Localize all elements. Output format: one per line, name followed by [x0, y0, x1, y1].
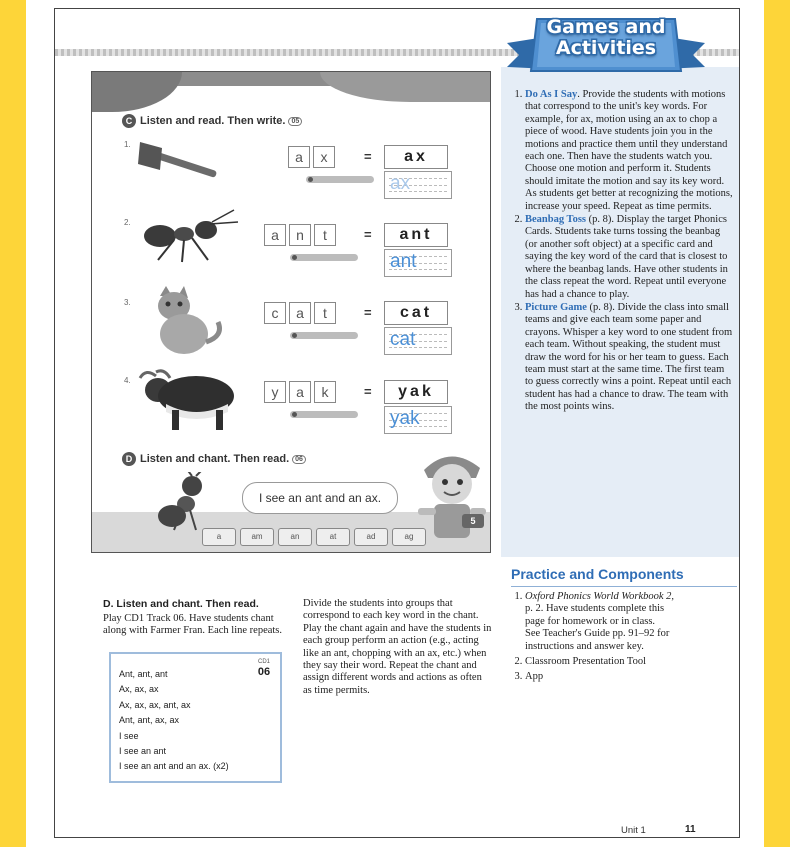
curtain-left: [92, 72, 182, 112]
section-c-label: [122, 114, 302, 128]
equals-sign: =: [364, 384, 372, 399]
section-d-badge: D: [122, 452, 136, 466]
section-d-label: [122, 452, 306, 466]
letter-tile: k: [314, 381, 336, 403]
chant-lines: [119, 667, 229, 775]
group-activity-paragraph: Divide the students into groups that correspond to each key word in the chant. Play the chant again and have the students in each group perform an action (e.g., acting like an ant, chopping with an ax, etc.) when they say their word. Repeat the chant and assign different words and actions as often as time permits.: [303, 598, 492, 696]
letter-tiles: [264, 224, 336, 246]
train-car: am: [240, 528, 274, 546]
cat-icon: [148, 286, 228, 358]
write-box: [384, 327, 452, 355]
train-car: at: [316, 528, 350, 546]
letter-tile: a: [289, 381, 311, 403]
written-answer: cat: [390, 329, 416, 350]
activity-item: [525, 214, 733, 301]
train-car: an: [278, 528, 312, 546]
cd-badge-label: CD1: [257, 659, 270, 665]
phonics-train: [202, 528, 426, 546]
letter-tiles: [264, 381, 336, 403]
practice-item: [525, 656, 737, 668]
equals-sign: =: [364, 305, 372, 320]
letter-tile: n: [289, 224, 311, 246]
activity-title: Do As I Say: [525, 89, 578, 100]
cd-05-icon: 05: [288, 117, 302, 126]
letter-tile: a: [264, 224, 286, 246]
write-box: [384, 171, 452, 199]
chant-line: Ant, ant, ant: [119, 669, 168, 679]
activity-title: Picture Game: [525, 301, 587, 313]
activity-body: (p. 8). Display the target Phonics Cards. Students take turns tossing the beanbag (or another soft object) at a specific card and saying the key word of the card that is closest to where the beanbag lands. Have other students in the class repeat the word. Repeat until everyone has had a chance to play.: [525, 214, 728, 300]
letter-tile: y: [264, 381, 286, 403]
sound-slider: [306, 176, 374, 183]
equals-sign: =: [364, 149, 372, 164]
letter-tile: c: [264, 302, 286, 324]
cartoon-ant-icon: [152, 472, 222, 532]
practice-list: [511, 591, 737, 687]
section-c-badge: C: [122, 114, 136, 128]
page-number: 11: [685, 824, 696, 835]
section-c-text: Listen and read. Then write.: [140, 114, 286, 127]
practice-rule: [511, 586, 737, 587]
word-box: yak: [384, 380, 448, 404]
section-d-intro: Play CD1 Track 06. Have students chant along with Farmer Fran. Each line repeats.: [103, 613, 283, 637]
games-activities-banner: [501, 9, 711, 81]
activity-body: (p. 8). Divide the class into small teams and give each team some paper and crayons. Whisper a key word to one student from each team. Without speaking, the student must draw the word for his or her team to guess. Each team must start at the same time. The first team to guess correctly wins a point. Repeat until each student has had a chance to draw. The team with the most points wins.: [525, 301, 733, 413]
teacher-guide-page: [54, 8, 740, 838]
practice-line: 1. Oxford Phonics World Workbook 2,: [525, 591, 675, 602]
activity-item: [525, 302, 733, 414]
activity-item: [525, 89, 733, 213]
written-answer: yak: [390, 408, 420, 429]
practice-item: [525, 671, 737, 683]
right-yellow-band: [764, 0, 790, 847]
chant-line: I see an ant: [119, 746, 167, 757]
practice-line: See Teacher's Guide pp. 91–92 for: [525, 628, 670, 640]
word-box: ant: [384, 223, 448, 247]
curtain-right: [320, 72, 490, 102]
written-answer: ant: [390, 251, 417, 272]
section-d-notes-title: D. Listen and chant. Then read.: [103, 598, 259, 610]
write-box: [384, 249, 452, 277]
chant-line: I see: [119, 730, 139, 741]
sound-slider: [290, 254, 358, 261]
letter-tiles: [288, 146, 335, 168]
write-box: [384, 406, 452, 434]
row-number: 4.: [124, 376, 131, 385]
traced-answer: ax: [390, 173, 411, 194]
practice-line: 2. Classroom Presentation Tool: [525, 656, 646, 668]
section-d-text: Listen and chant. Then read.: [140, 452, 290, 465]
row-number: 1.: [124, 140, 131, 149]
chant-line: Ant, ant, ax, ax: [119, 715, 180, 726]
sound-slider: [290, 332, 358, 339]
chant-line: Ax, ax, ax: [119, 684, 159, 695]
cd-06-icon: 06: [292, 455, 306, 464]
letter-tile: a: [289, 302, 311, 324]
chant-line: Ax, ax, ax, ant, ax: [119, 699, 191, 710]
book-page-tag: 5: [462, 514, 484, 528]
ax-icon: [132, 138, 222, 188]
activities-list: [511, 89, 733, 415]
left-yellow-band: [0, 0, 26, 847]
practice-line: 3. App: [525, 671, 544, 683]
practice-line: instructions and answer key.: [525, 640, 644, 652]
letter-tile: t: [314, 302, 336, 324]
activity-title: Beanbag Toss: [525, 214, 586, 226]
ant-icon: [134, 206, 244, 266]
cd-badge-number: 06: [257, 666, 271, 678]
letter-tile: t: [314, 224, 336, 246]
banner-line-1: Games and: [546, 16, 666, 38]
banner-line-2: Activities: [555, 37, 657, 59]
row-number: 3.: [124, 298, 131, 307]
letter-tile: a: [288, 146, 310, 168]
practice-line: p. 2. Have students complete this: [525, 603, 665, 615]
activity-body: . Provide the students with motions that correspond to the unit's key words. For example, for ax, motion using an ax to chop a piece of wood. Have students join you in the motions and practice them until they understand each one. Then have the students watch you. Choose one motion and perform it. Students should imitate the motion and say its key word. As students get better at recognizing the motions, increase your speed. Repeat as time permits.: [525, 89, 733, 212]
practice-title: Practice and Components: [511, 566, 684, 582]
letter-tiles: [264, 302, 336, 324]
practice-item: [525, 591, 737, 653]
student-book-page: [91, 71, 491, 553]
train-car: ad: [354, 528, 388, 546]
sound-slider: [290, 411, 358, 418]
equals-sign: =: [364, 227, 372, 242]
speech-bubble: I see an ant and an ax.: [242, 482, 398, 514]
row-number: 2.: [124, 218, 131, 227]
yak-icon: [136, 368, 240, 432]
word-box: cat: [384, 301, 448, 325]
practice-line: page for homework or in class.: [525, 615, 656, 627]
train-car: ag: [392, 528, 426, 546]
chant-line: I see an ant and an ax. (x2): [119, 761, 229, 772]
word-box: ax: [384, 145, 448, 169]
train-car: a: [202, 528, 236, 546]
cd-track-badge: [252, 659, 276, 678]
chant-box: [109, 652, 282, 783]
letter-tile: x: [313, 146, 335, 168]
footer-unit: Unit 1: [621, 825, 646, 836]
